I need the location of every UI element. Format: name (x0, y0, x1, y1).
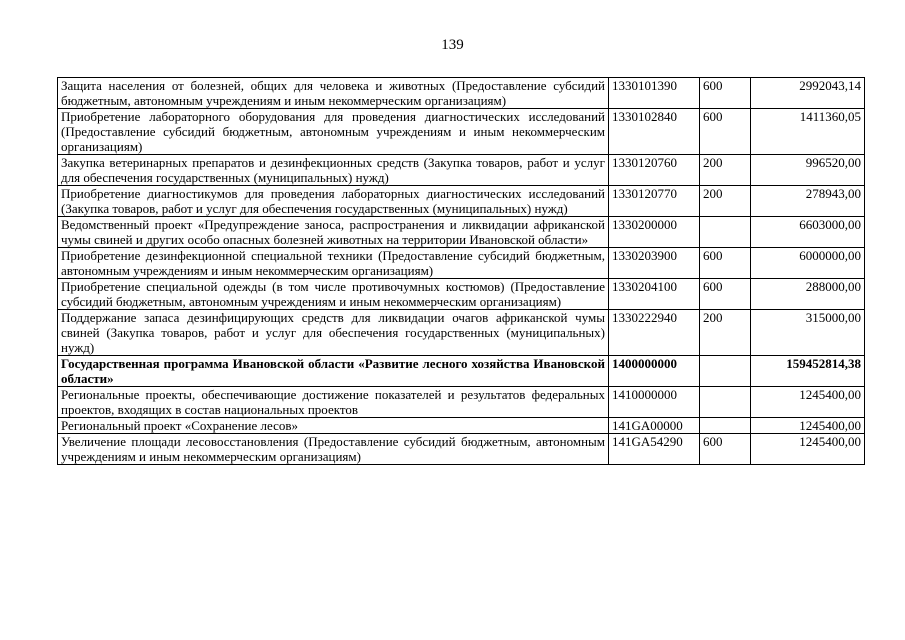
table-row (58, 418, 865, 434)
amount-cell: 1411360,05 (751, 109, 865, 155)
expense-name-cell: Увеличение площади лесовосстановления (Предоставление субсидий бюджетным, автономным учреждениям и иным некоммерческим организациям) (58, 434, 609, 465)
expense-name-cell: Приобретение диагностикумов для проведения лабораторных диагностических исследований (Закупка товаров, работ и услуг для обеспечения государственных (муниципальных) нужд) (58, 186, 609, 217)
expense-type-cell: 200 (700, 155, 751, 186)
table-row (58, 109, 865, 155)
amount-cell: 6000000,00 (751, 248, 865, 279)
budget-table (57, 77, 865, 465)
target-code-cell: 141GA00000 (609, 418, 700, 434)
expense-name-cell: Ведомственный проект «Предупреждение заноса, распространения и ликвидации африканской чумы свиней и других особо опасных болезней животных на территории Ивановской области» (58, 217, 609, 248)
expense-name-cell: Региональный проект «Сохранение лесов» (58, 418, 609, 434)
table-row (58, 387, 865, 418)
target-code-cell: 1330101390 (609, 78, 700, 109)
table-row (58, 356, 865, 387)
expense-type-cell: 600 (700, 109, 751, 155)
expense-type-cell (700, 387, 751, 418)
amount-cell: 1245400,00 (751, 434, 865, 465)
amount-cell: 6603000,00 (751, 217, 865, 248)
target-code-cell: 1410000000 (609, 387, 700, 418)
amount-cell: 278943,00 (751, 186, 865, 217)
table-row (58, 279, 865, 310)
amount-cell: 1245400,00 (751, 418, 865, 434)
table-row (58, 78, 865, 109)
target-code-cell: 1330120760 (609, 155, 700, 186)
expense-type-cell (700, 418, 751, 434)
expense-name-cell: Защита населения от болезней, общих для человека и животных (Предоставление субсидий бюджетным, автономным учреждениям и иным некоммерческим организациям) (58, 78, 609, 109)
table-row (58, 155, 865, 186)
target-code-cell: 1330204100 (609, 279, 700, 310)
expense-name-cell: Приобретение специальной одежды (в том числе противочумных костюмов) (Предоставление субсидий бюджетным, автономным учреждениям и иным некоммерческим организациям) (58, 279, 609, 310)
table-row (58, 186, 865, 217)
target-code-cell: 1330120770 (609, 186, 700, 217)
table-row (58, 310, 865, 356)
table-row (58, 217, 865, 248)
page-number: 139 (441, 37, 464, 53)
amount-cell: 2992043,14 (751, 78, 865, 109)
expense-type-cell: 200 (700, 186, 751, 217)
amount-cell: 159452814,38 (751, 356, 865, 387)
expense-name-cell: Приобретение дезинфекционной специальной техники (Предоставление субсидий бюджетным, автономным учреждениям и иным некоммерческим организациям) (58, 248, 609, 279)
target-code-cell: 141GA54290 (609, 434, 700, 465)
expense-name-cell: Государственная программа Ивановской области «Развитие лесного хозяйства Ивановской области» (58, 356, 609, 387)
target-code-cell: 1330200000 (609, 217, 700, 248)
expense-type-cell: 600 (700, 78, 751, 109)
expense-type-cell: 200 (700, 310, 751, 356)
expense-type-cell: 600 (700, 279, 751, 310)
expense-name-cell: Региональные проекты, обеспечивающие достижение показателей и результатов федеральных проектов, входящих в состав национальных проектов (58, 387, 609, 418)
amount-cell: 996520,00 (751, 155, 865, 186)
target-code-cell: 1330222940 (609, 310, 700, 356)
amount-cell: 1245400,00 (751, 387, 865, 418)
amount-cell: 315000,00 (751, 310, 865, 356)
expense-name-cell: Закупка ветеринарных препаратов и дезинфекционных средств (Закупка товаров, работ и услуг для обеспечения государственных (муниципальных) нужд) (58, 155, 609, 186)
expense-type-cell (700, 356, 751, 387)
table-row (58, 434, 865, 465)
target-code-cell: 1330102840 (609, 109, 700, 155)
amount-cell: 288000,00 (751, 279, 865, 310)
expense-type-cell: 600 (700, 248, 751, 279)
table-row (58, 248, 865, 279)
expense-name-cell: Приобретение лабораторного оборудования для проведения диагностических исследований (Предоставление субсидий бюджетным, автономным учреждениям и иным некоммерческим организациям) (58, 109, 609, 155)
expense-type-cell: 600 (700, 434, 751, 465)
expense-type-cell (700, 217, 751, 248)
target-code-cell: 1330203900 (609, 248, 700, 279)
budget-table-body (58, 78, 865, 465)
expense-name-cell: Поддержание запаса дезинфицирующих средств для ликвидации очагов африканской чумы свиней (Закупка товаров, работ и услуг для обеспечения государственных (муниципальных) нужд) (58, 310, 609, 356)
target-code-cell: 1400000000 (609, 356, 700, 387)
